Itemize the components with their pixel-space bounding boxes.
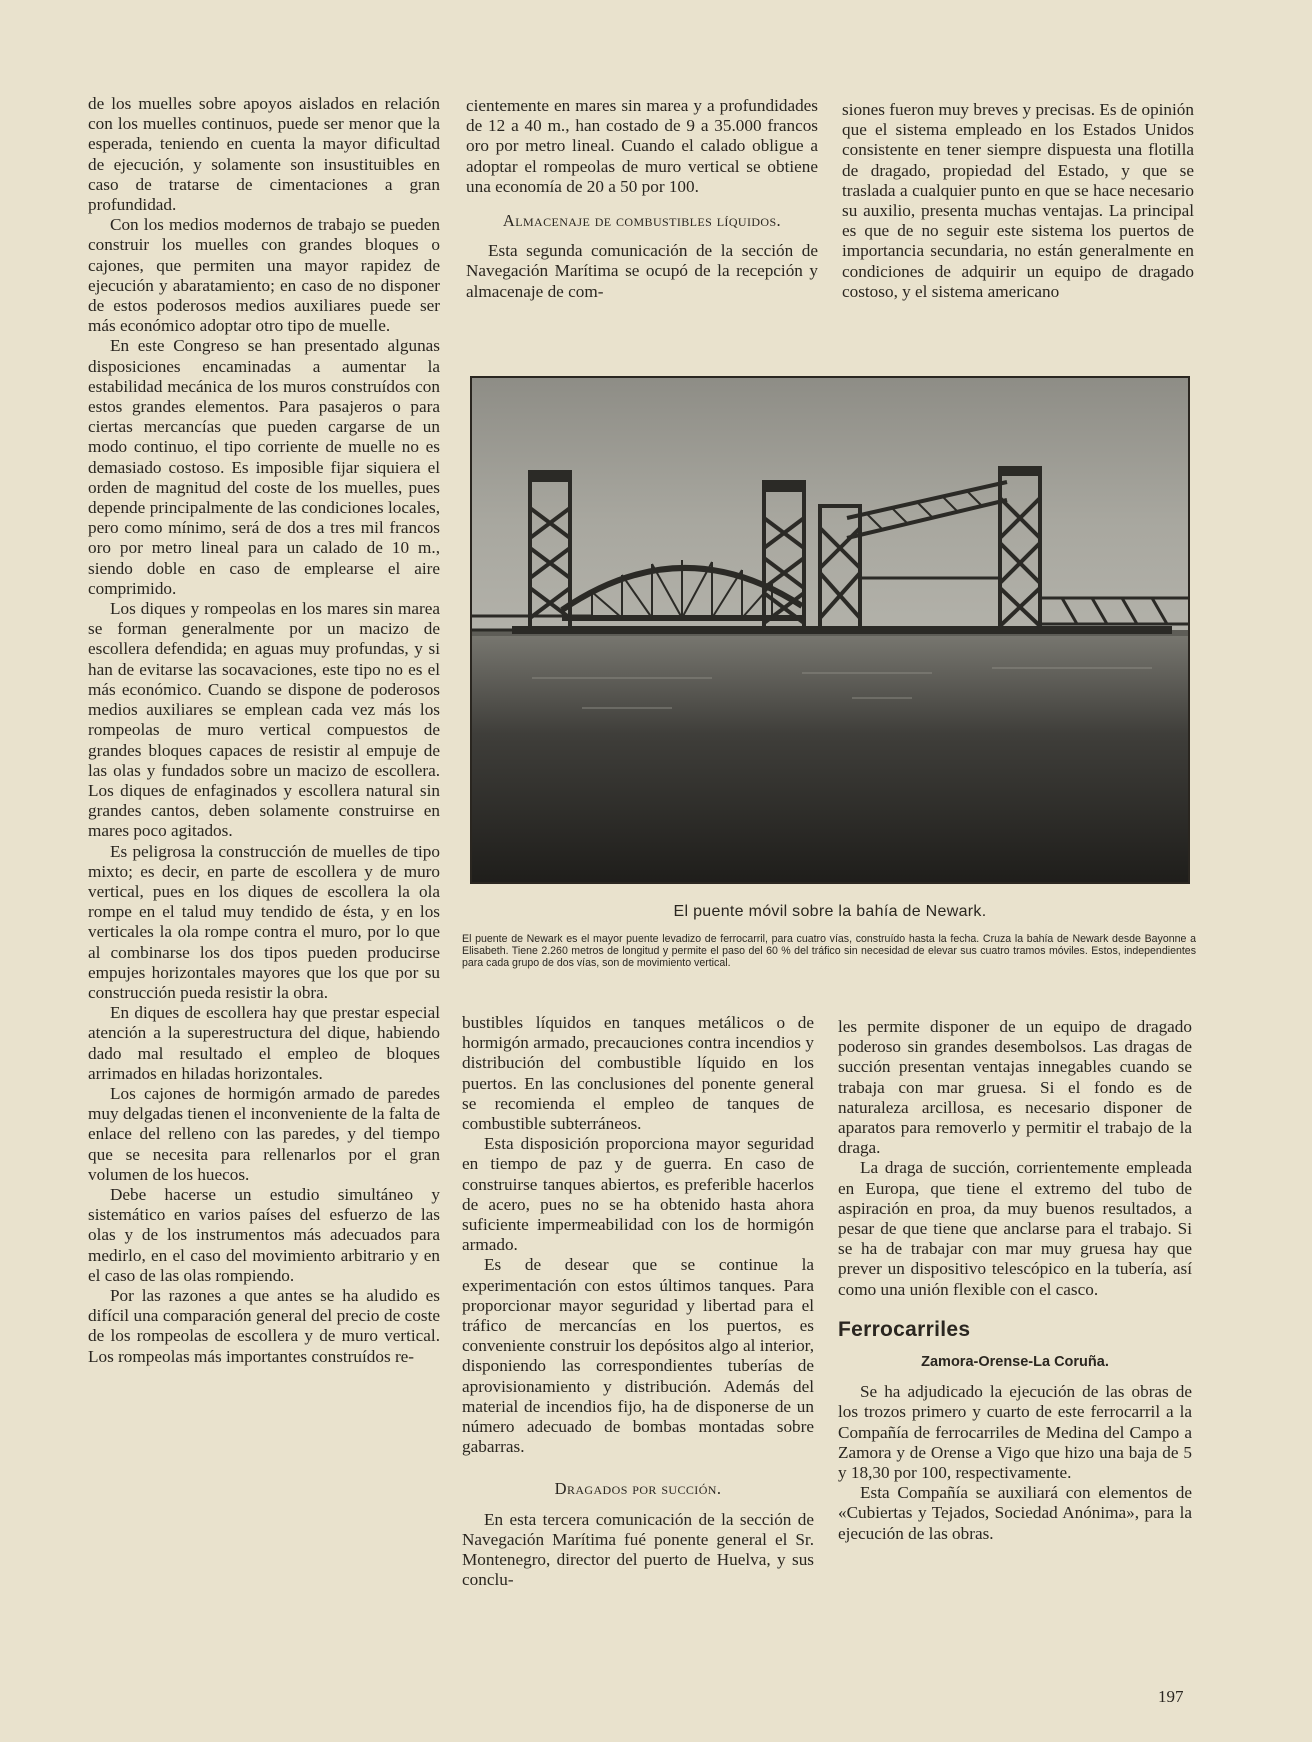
paragraph: La draga de succión, corrientemente empleada en Europa, que tiene el extremo del tubo de aspiración en proa, da muy buenos resultados, a pesar de que tiene que anclarse para el trabajo. Si se ha de trabajar con mar muy gruesa hay que prever un dispositivo telescópico en la tubería, así como una unión flexible con el casco. (838, 1158, 1192, 1299)
paragraph: les permite disponer de un equipo de dragado poderoso sin grandes desembolsos. Las dragas de succión presentan ventajas innegables cuando se trabaja con mar gruesa. Si el fondo es de naturaleza arcillosa, es necesario disponer de aparatos para removerlo y permitir el trabajo de la draga. (838, 1017, 1192, 1158)
figure-caption: El puente móvil sobre la bahía de Newark. (673, 903, 987, 920)
page-number: 197 (1158, 1687, 1184, 1706)
newark-bridge-image (472, 378, 1188, 882)
paragraph: Es peligrosa la construcción de muelles de tipo mixto; es decir, en parte de escollera y de muro vertical, pues en los diques de escollera la ola rompe en el talud muy tendido de ésta, y en los verticales la ola rompe contra el muro, por lo que al combinarse los dos tipos pueden producirse empujes horizontales mayores que los que por su construcción pueda resistir la obra. (88, 841, 440, 1002)
bridge-photograph (470, 376, 1190, 884)
paragraph: En esta tercera comunicación de la sección de Navegación Marítima fué ponente general el Sr. Montenegro, director del puerto de Huelva, y sus conclu- (462, 1509, 814, 1590)
paragraph: de los muelles sobre apoyos aislados en relación con los muelles continuos, puede ser menor que la esperada, teniendo en cuenta la mayor dificultad de ejecución, y solamente son insustituibles en caso de tratarse de cimentaciones a gran profundidad. (88, 94, 440, 215)
paragraph: Esta disposición proporciona mayor seguridad en tiempo de paz y de guerra. En caso de construirse tanques abiertos, es preferible hacerlos de acero, pues no se ha obtenido hasta ahora suficiente impermeabilidad con los de hormigón armado. (462, 1134, 814, 1255)
column-3-bottom (838, 1017, 1192, 1544)
paragraph: bustibles líquidos en tanques metálicos o de hormigón armado, precauciones contra incendios y distribución del combustible líquido en los puertos. En las conclusiones del ponente general se recomienda el empleo de tanques de combustible subterráneos. (462, 1013, 814, 1134)
section-subtitle: Zamora-Orense-La Coruña. (921, 1354, 1109, 1371)
paragraph: En este Congreso se han presentado algunas disposiciones encaminadas a aumentar la estabilidad mecánica de los muros construídos con estos grandes elementos. Para pasajeros o para ciertas mercancías que pueden cargarse de un modo continuo, el tipo corriente de muelle no es demasiado costoso. Es imposible fijar siquiera el orden de magnitud del coste de los muelles, pues depende principalmente de las condiciones locales, pero como mínimo, será de dos a tres mil francos oro por metro lineal para un calado de 10 m., siendo doble en caso de emplearse el aire comprimido. (88, 336, 440, 598)
paragraph: Por las razones a que antes se ha aludido es difícil una comparación general del precio de coste de los rompeolas de escollera y de muro vertical. Los rompeolas más importantes construídos re- (88, 1285, 440, 1366)
paragraph: Esta Compañía se auxiliará con elementos de «Cubiertas y Tejados, Sociedad Anónima», para la ejecución de las obras. (838, 1483, 1192, 1543)
paragraph: En diques de escollera hay que prestar especial atención a la superestructura del dique, habiendo dado mal resultado el empleo de bloques arrimados en hiladas horizontales. (88, 1003, 440, 1083)
column-2-top (466, 96, 818, 302)
column-1 (88, 94, 440, 1367)
section-title: Ferrocarriles (838, 1317, 971, 1341)
section-heading: Almacenaje de combustibles líquidos. (502, 211, 782, 231)
paragraph: Los cajones de hormigón armado de paredes muy delgadas tienen el inconveniente de la falta de enlace del relleno con las paredes, y del tiempo que se necesita para rellenarlos por el gran volumen de los huecos. (88, 1083, 440, 1184)
figure-note: El puente de Newark es el mayor puente levadizo de ferrocarril, para cuatro vías, construído hasta la fecha. Cruza la bahía de Newark desde Bayonne a Elisabeth. Tiene 2.260 metros de longitud y permite el paso del 60 % del tráfico sin necesidad de elevar sus cuatro tramos móviles. Estos, independientes para cada grupo de dos vías, son de movimiento vertical. (462, 933, 1196, 969)
paragraph: siones fueron muy breves y precisas. Es de opinión que el sistema empleado en los Estados Unidos consistente en tener siempre dispuesta una flotilla de dragado, propiedad del Estado, y que se traslada a cualquier punto en que se hace necesario su auxilio, presenta muchas ventajas. La principal es que de no seguir este sistema los puertos de importancia secundaria, no están generalmente en condiciones de adquirir un equipo de dragado costoso, y el sistema americano (842, 100, 1194, 301)
paragraph: Esta segunda comunicación de la sección de Navegación Marítima se ocupó de la recepción y almacenaje de com- (466, 241, 818, 301)
paragraph: Con los medios modernos de trabajo se pueden construir los muelles con grandes bloques o cajones, que permiten una mayor rapidez de ejecución y abaratamiento; en caso de no disponer de estos poderosos medios auxiliares puede ser más económico adoptar otro tipo de muelle. (88, 215, 440, 336)
column-2-bottom (462, 1013, 814, 1590)
paragraph: cientemente en mares sin marea y a profundidades de 12 a 40 m., han costado de 9 a 35.000 francos oro por metro lineal. Cuando el calado obligue a adoptar el rompeolas de muro vertical se obtiene una economía de 20 a 50 por 100. (466, 96, 818, 196)
paragraph: Los diques y rompeolas en los mares sin marea se forman generalmente por un macizo de escollera defendida; en aguas muy profundas, y si han de evitarse las socavaciones, este tipo no es el más económico. Cuando se dispone de poderosos medios auxiliares se emplean cada vez más los rompeolas de muro vertical compuestos de grandes bloques capaces de resistir al empuje de las olas y fundados sobre un macizo de escollera. Los diques de enfaginados y escollera natural sin grandes cantos, deben solamente construirse en mares poco agitados. (88, 599, 440, 841)
paragraph: Debe hacerse un estudio simultáneo y sistemático en varios países del esfuerzo de las olas y de los instrumentos más adecuados para medirlo, en el caso del movimiento arbitrario y en el caso de las olas rompiendo. (88, 1184, 440, 1285)
paragraph: Se ha adjudicado la ejecución de las obras de los trozos primero y cuarto de este ferrocarril a la Compañía de ferrocarriles de Medina del Campo a Zamora y de Orense a Vigo que hizo una baja de 5 y 18,30 por 100, respectivamente. (838, 1382, 1192, 1483)
paragraph: Es de desear que se continue la experimentación con estos últimos tanques. Para proporcionar mayor seguridad y libertad para el tráfico de mercancías en los puertos, es conveniente construir los depósitos algo al interior, disponiendo las correspondientes tuberías de aprovisionamiento y distribución. Además del material de incendios fijo, ha de disponerse de un número adecuado de bombas montadas sobre gabarras. (462, 1255, 814, 1457)
column-3-top (842, 100, 1194, 302)
section-heading: Dragados por succión. (554, 1479, 722, 1499)
